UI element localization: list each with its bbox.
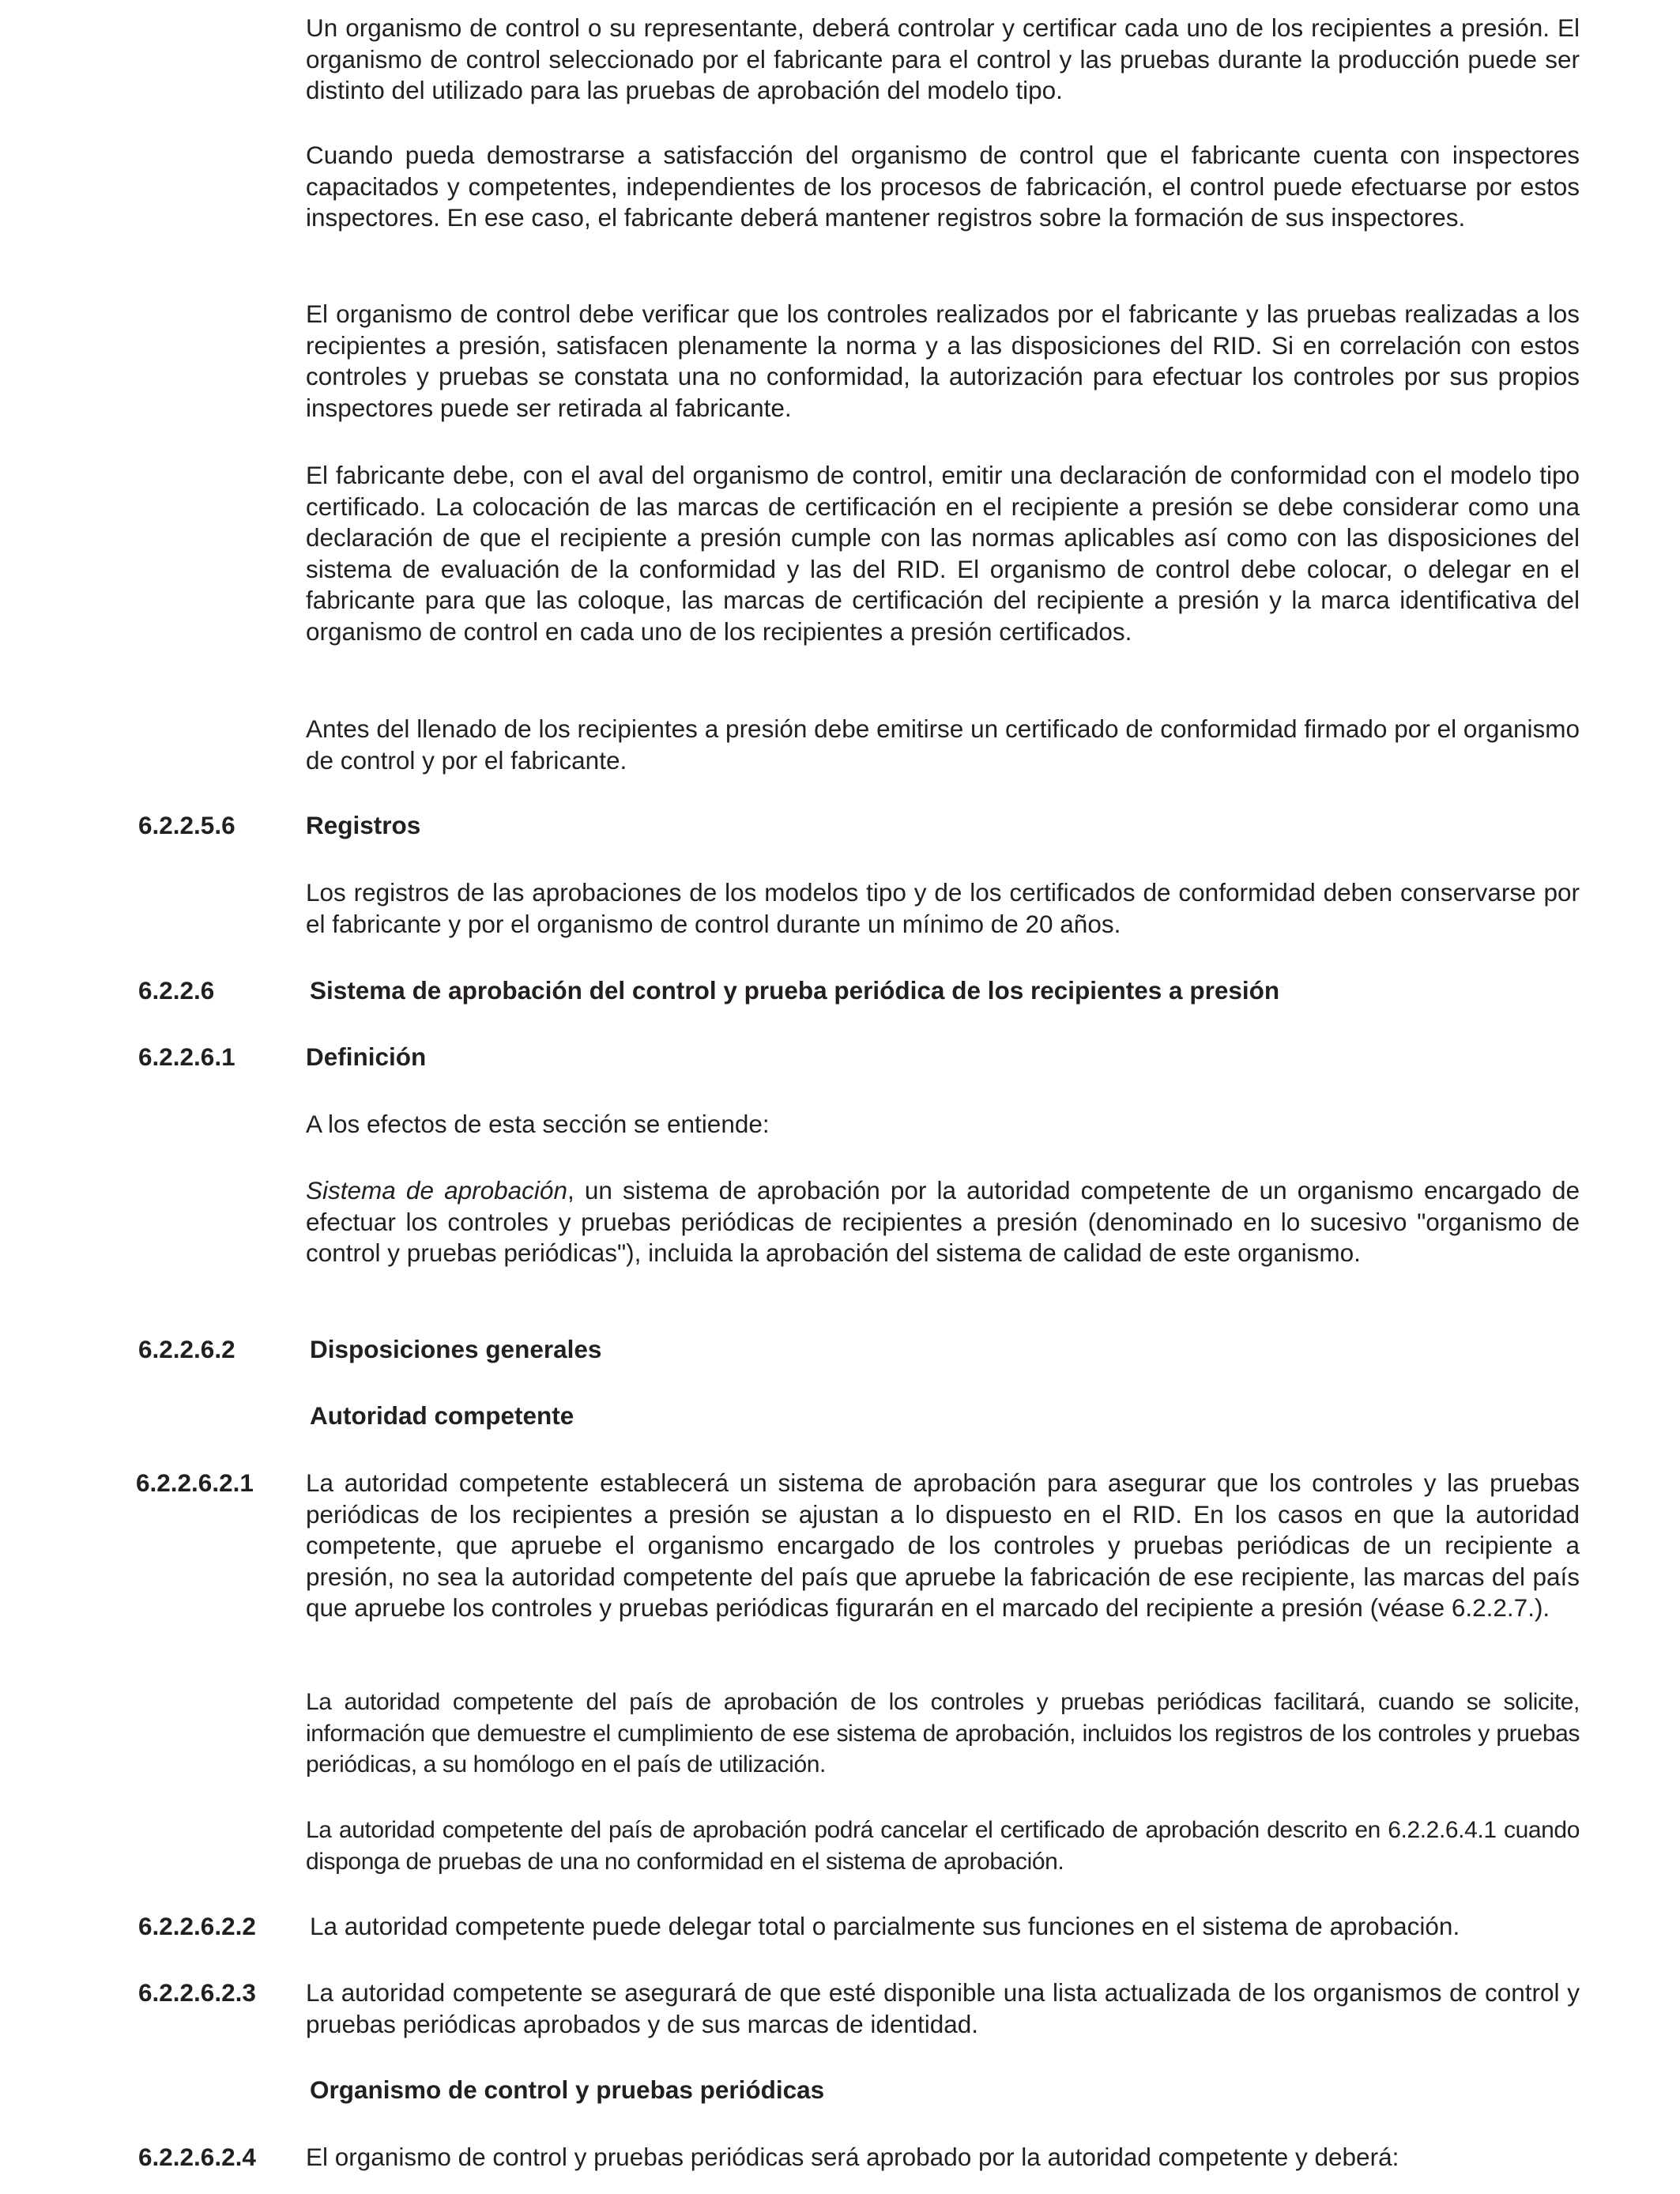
section-number: 6.2.2.5.6 — [138, 811, 235, 839]
section-number: 6.2.2.6.2.3 — [138, 1978, 256, 2007]
section-number: 6.2.2.6.1 — [138, 1042, 235, 1071]
subsection-heading: Autoridad competente — [310, 1401, 574, 1430]
section-title: Sistema de aprobación del control y prueba periódica de los recipientes a presión — [310, 976, 1280, 1005]
section-title: Definición — [306, 1042, 427, 1071]
section-title: Registros — [306, 811, 421, 839]
paragraph-definition-intro: A los efectos de esta sección se entiende: — [306, 1110, 770, 1138]
paragraph-cancellation: La autoridad competente del país de aprobación podrá cancelar el certificado de aprobación descrito en 6.2.2.6.4.1 cuando disponga de pruebas de una no conformidad en el sistema de aprobación. — [306, 1817, 1580, 1875]
paragraph-inspectors: Cuando pueda demostrarse a satisfacción del organismo de control que el fabricante cuenta con inspectores capacitados y competentes, independientes de los procesos de fabricación, el control puede efectuarse por estos inspectores. En ese caso, el fabricante deberá mantener registros sobre la formación de sus inspectores. — [306, 141, 1580, 232]
paragraph-body-approval: El organismo de control y pruebas periódicas será aprobado por la autoridad competente y deberá: — [306, 2143, 1399, 2171]
paragraph-control-certification: Un organismo de control o su representante, deberá controlar y certificar cada uno de los recipientes a presión. El organismo de control seleccionado por el fabricante para el control y las pruebas durante la producción puede ser distinto del utilizado para las pruebas de aprobación del modelo tipo. — [306, 13, 1580, 104]
paragraph-delegation: La autoridad competente puede delegar total o parcialmente sus funciones en el sistema de aprobación. — [310, 1912, 1460, 1940]
paragraph-definition — [306, 1175, 1580, 1269]
subsection-heading: Organismo de control y pruebas periódicas — [310, 2075, 825, 2104]
paragraph-certificate: Antes del llenado de los recipientes a presión debe emitirse un certificado de conformidad firmado por el organismo de control y por el fabricante. — [306, 714, 1580, 775]
paragraph-declaration: El fabricante debe, con el aval del organismo de control, emitir una declaración de conformidad con el modelo tipo certificado. La colocación de las marcas de certificación en el recipiente a presión se debe considerar como una declaración de que el recipiente a presión cumple con las normas aplicables así como con las disposiciones del sistema de evaluación de la conformidad y las del RID. El organismo de control debe colocar, o delegar en el fabricante para que las coloque, las marcas de certificación del recipiente a presión y la marca identificativa del organismo de control en cada uno de los recipientes a presión certificados. — [306, 461, 1580, 646]
defined-term: Sistema de aprobación — [306, 1176, 567, 1204]
definition-text: , un sistema de aprobación por la autoridad competente de un organismo encargado de efectuar los controles y pruebas periódicas de recipientes a presión (denominado en lo sucesivo "organismo de control y pruebas periódicas"), incluida la aprobación del sistema de calidad de este organismo. — [306, 1176, 1580, 1267]
section-title: Disposiciones generales — [310, 1335, 602, 1363]
paragraph-verification: El organismo de control debe verificar que los controles realizados por el fabricante y las pruebas realizadas a los recipientes a presión, satisfacen plenamente la norma y a las disposiciones del RID. Si en correlación con estos controles y pruebas se constata una no conformidad, la autorización para efectuar los controles por sus propios inspectores puede ser retirada al fabricante. — [306, 300, 1580, 422]
paragraph-approval-system: La autoridad competente establecerá un sistema de aprobación para asegurar que los controles y las pruebas periódicas de los recipientes a presión se ajustan a lo dispuesto en el RID. En los casos en que la autoridad competente, que apruebe el organismo encargado de los controles y pruebas periódicas de un recipiente a presión, no sea la autoridad competente del país que apruebe la fabricación de ese recipiente, las marcas del país que apruebe los controles y pruebas periódicas figurarán en el marcado del recipiente a presión (véase 6.2.2.7.). — [306, 1468, 1580, 1622]
paragraph-list: La autoridad competente se asegurará de que esté disponible una lista actualizada de los organismos de control y pruebas periódicas aprobados y de sus marcas de identidad. — [306, 1978, 1580, 2038]
section-number: 6.2.2.6 — [138, 976, 215, 1005]
paragraph-information: La autoridad competente del país de aprobación de los controles y pruebas periódicas facilitará, cuando se solicite, información que demuestre el cumplimiento de ese sistema de aprobación, incluidos los registros de los controles y pruebas periódicas, a su homólogo en el país de utilización. — [306, 1689, 1580, 1777]
section-number: 6.2.2.6.2 — [138, 1335, 235, 1363]
paragraph-records: Los registros de las aprobaciones de los modelos tipo y de los certificados de conformidad deben conservarse por el fabricante y por el organismo de control durante un mínimo de 20 años. — [306, 878, 1580, 938]
section-number: 6.2.2.6.2.1 — [136, 1468, 254, 1497]
section-number: 6.2.2.6.2.4 — [138, 2143, 256, 2171]
section-number: 6.2.2.6.2.2 — [138, 1912, 256, 1940]
